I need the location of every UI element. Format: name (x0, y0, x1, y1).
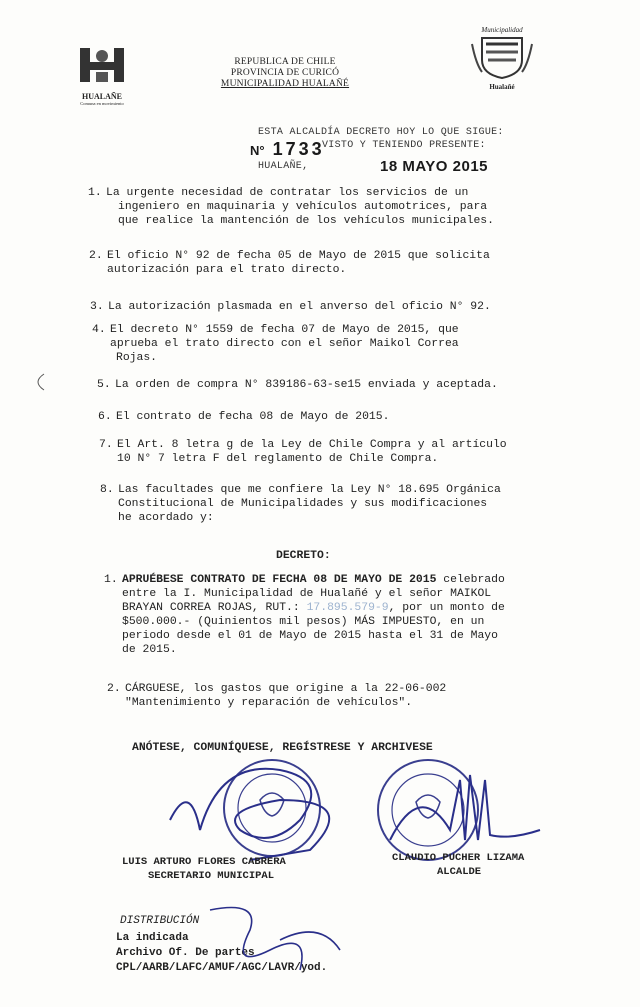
consideration-4: 4. El decreto N° 1559 de fecha 07 de Mayo de 2015, que aprueba el trato directo con el señor Maikol Correa Rojas. (92, 324, 459, 364)
secretary-title: SECRETARIO MUNICIPAL (148, 870, 275, 882)
consideration-8: 8. Las facultades que me confiere la Ley N° 18.695 Orgánica Constitucional de Municipalidades y sus modificaciones he acordado y: (100, 484, 501, 524)
distribution-line-2: Archivo Of. De partes (116, 947, 255, 959)
header-line1: REPUBLICA DE CHILE (234, 57, 336, 67)
mayor-name: CLAUDIO PUCHER LIZAMA (392, 852, 525, 864)
consideration-3: 3. La autorización plasmada en el anverso del oficio N° 92. (90, 301, 491, 313)
distribution-line-1: La indicada (116, 932, 189, 944)
mayor-title: ALCALDE (437, 866, 482, 878)
municipality-crest (468, 26, 536, 91)
punch-hole-mark (32, 372, 46, 392)
consideration-2: 2. El oficio N° 92 de fecha 05 de Mayo de 2015 que solicita autorización para el trato directo. (89, 250, 490, 276)
crest-bottom-label: Hualañé (489, 83, 515, 91)
distribution-title: DISTRIBUCIÓN (120, 915, 200, 927)
hualane-logo (78, 46, 126, 106)
resolution-2: 2. CÁRGUESE, los gastos que origine a la 22-06-002 "Mantenimiento y reparación de vehículos". (107, 683, 447, 709)
preamble-line2: VISTO Y TENIENDO PRESENTE: (322, 140, 486, 151)
mayor-signature (390, 775, 540, 840)
header-line3: MUNICIPALIDAD HUALAÑÉ (220, 79, 350, 89)
consideration-1: 1. La urgente necesidad de contratar los servicios de un ingeniero en maquinaria y vehículos automotrices, para que realice la mantención de los vehículos municipales. (88, 187, 494, 227)
consideration-7: 7. El Art. 8 letra g de la Ley de Chile Compra y al artículo 10 N° 7 letra F del reglamento de Chile Compra. (99, 439, 507, 465)
header-line2: PROVINCIA DE CURICÓ (230, 68, 340, 78)
logo-left-caption: HUALAÑE (81, 92, 122, 101)
consideration-6: 6. El contrato de fecha 08 de Mayo de 2015. (98, 411, 390, 423)
resolution-1: 1. APRUÉBESE CONTRATO DE FECHA 08 DE MAYO DE 2015 celebrado entre la I. Municipalidad de Hualañé y el señor MAIKOL BRAYAN CORREA ROJAS, RUT.: 17.895.579-9, por un monto de $500.000.- (Quinientos mil pesos) MÁS IMPUESTO, en un periodo desde el 01 de Mayo de 2015 hasta el 31 de Mayo de 2015. (104, 574, 505, 656)
rut-value: 17.895.579-9 (306, 602, 389, 614)
crest-top-label: Municipalidad (481, 26, 523, 34)
resolution-1-heading: APRUÉBESE CONTRATO DE FECHA 08 DE MAYO DE 2015 (122, 574, 437, 586)
initials-scribble (190, 900, 350, 980)
decree-number-stamp: N° 1733 (250, 139, 325, 159)
crest-icon (468, 34, 536, 78)
closing-formula: ANÓTESE, COMUNÍQUESE, REGÍSTRESE Y ARCHIVESE (132, 742, 433, 754)
consideration-5: 5. La orden de compra N° 839186-63-se15 enviada y aceptada. (97, 379, 498, 391)
preamble-place: HUALAÑE, (258, 161, 309, 172)
distribution-line-3: CPL/AARB/LAFC/AMUF/AGC/LAVR/yod. (116, 962, 328, 974)
preamble-line1: ESTA ALCALDÍA DECRETO HOY LO QUE SIGUE: (258, 127, 504, 138)
secretary-name: LUIS ARTURO FLORES CABRERA (122, 856, 286, 868)
logo-left-sub: Comuna en movimiento (80, 101, 124, 106)
decree-title: DECRETO: (276, 550, 331, 562)
date-stamp: 18 MAYO 2015 (380, 158, 489, 175)
decree-number: 1733 (272, 139, 325, 159)
header-block (200, 57, 370, 90)
